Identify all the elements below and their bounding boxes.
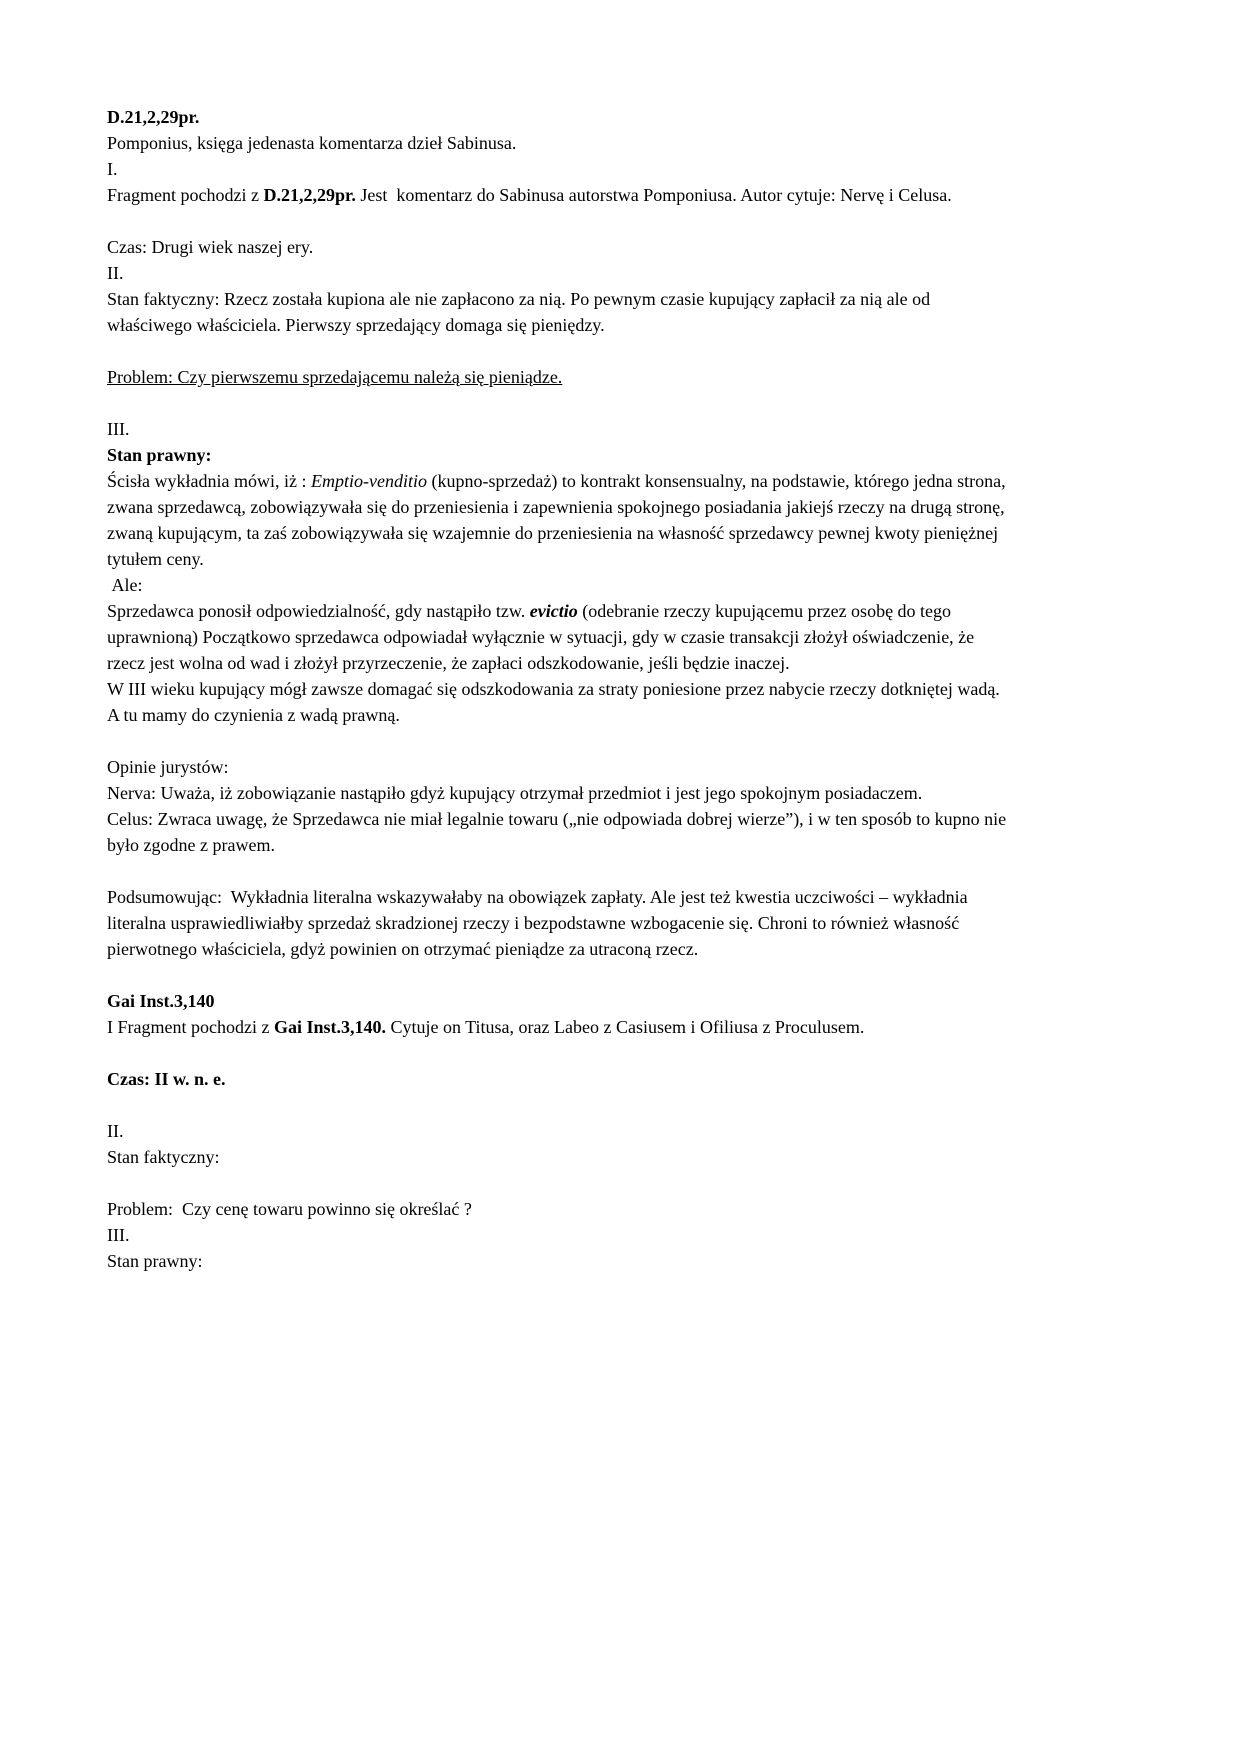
text-segment: evictio (529, 601, 578, 621)
text-segment: Jest komentarz do Sabinusa autorstwa Pomponiusa. Autor cytuje: Nervę i Celusa. (355, 185, 952, 205)
text-segment: Stan faktyczny: (107, 1147, 220, 1167)
document-content (107, 104, 1009, 1274)
paragraph (107, 182, 1009, 208)
text-segment: Cytuje on Titusa, oraz Labeo z Casiusem i Ofiliusa z Proculusem. (385, 1017, 865, 1037)
paragraph (107, 988, 1009, 1014)
text-segment: Problem: Czy pierwszemu sprzedającemu należą się pieniądze. (107, 367, 563, 387)
paragraph (107, 156, 1009, 182)
paragraph (107, 1196, 1009, 1222)
text-segment: W III wieku kupujący mógł zawsze domagać się odszkodowania za straty poniesione przez nabycie rzeczy dotkniętej wadą. (107, 679, 1000, 699)
text-segment: Gai Inst.3,140. (273, 1017, 386, 1037)
text-segment: Problem: Czy cenę towaru powinno się określać ? (107, 1199, 472, 1219)
text-segment: II. (107, 1121, 124, 1141)
text-segment: Pomponius, księga jedenasta komentarza dzieł Sabinusa. (107, 133, 517, 153)
text-segment: Nerva: Uważa, iż zobowiązanie nastąpiło gdyż kupujący otrzymał przedmiot i jest jego spokojnym posiadaczem. (107, 783, 923, 803)
paragraph (107, 806, 1009, 858)
text-segment: Fragment pochodzi z (107, 185, 264, 205)
text-segment: Podsumowując: Wykładnia literalna wskazywałaby na obowiązek zapłaty. Ale jest też kwestia uczciwości – wykładnia literalna usprawiedliwiałby sprzedaż skradzionej rzeczy i bezpodstawne wzbogacenie się. Chroni to również własność pierwotnego właściciela, gdyż powinien on otrzymać pieniądze za utraconą rzecz. (107, 887, 973, 959)
paragraph (107, 286, 1009, 338)
paragraph (107, 468, 1009, 572)
text-segment: Ścisła wykładnia mówi, iż : (107, 471, 311, 491)
text-segment: D.21,2,29pr. (107, 107, 200, 127)
text-segment: I. (107, 159, 118, 179)
text-segment: Emptio-venditio (310, 471, 427, 491)
paragraph (107, 442, 1009, 468)
text-segment: Opinie jurystów: (107, 757, 229, 777)
paragraph (107, 676, 1009, 702)
paragraph (107, 1248, 1009, 1274)
paragraph (107, 104, 1009, 130)
paragraph (107, 1144, 1009, 1170)
paragraph (107, 702, 1009, 728)
text-segment: Celus: Zwraca uwagę, że Sprzedawca nie miał legalnie towaru („nie odpowiada dobrej wierze”), i w ten sposób to kupno nie było zgodne z prawem. (107, 809, 1011, 855)
text-segment: A tu mamy do czynienia z wadą prawną. (107, 705, 400, 725)
text-segment: Czas: II w. n. e. (107, 1069, 226, 1089)
paragraph (107, 416, 1009, 442)
paragraph (107, 780, 1009, 806)
paragraph (107, 1014, 1009, 1040)
text-segment: Czas: Drugi wiek naszej ery. (107, 237, 314, 257)
paragraph (107, 130, 1009, 156)
paragraph (107, 1118, 1009, 1144)
paragraph (107, 572, 1009, 598)
text-segment: III. (107, 419, 130, 439)
text-segment: Gai Inst.3,140 (107, 991, 215, 1011)
paragraph (107, 260, 1009, 286)
paragraph (107, 598, 1009, 676)
paragraph (107, 754, 1009, 780)
text-segment: (odebranie rzeczy kupującemu przez osobę do tego uprawnioną) Początkowo sprzedawca odpowiadał wyłącznie w sytuacji, gdy w czasie transakcji złożył oświadczenie, że rzecz jest wolna od wad i złożył przyrzeczenie, że zapłaci odszkodowanie, jeśli będzie inaczej. (107, 601, 979, 673)
text-segment: (kupno-sprzedaż) to kontrakt konsensualny, na podstawie, którego jedna strona, zwana sprzedawcą, zobowiązywała się do przeniesienia i zapewnienia spokojnego posiadania jakiejś rzeczy na drugą stronę, zwaną kupującym, ta zaś zobowiązywała się wzajemnie do przeniesienia na własność sprzedawcy pewnej kwoty pieniężnej tytułem ceny. (107, 471, 1011, 569)
text-segment: Sprzedawca ponosił odpowiedzialność, gdy nastąpiło tzw. (107, 601, 530, 621)
paragraph (107, 1222, 1009, 1248)
text-segment: II. (107, 263, 124, 283)
text-segment: D.21,2,29pr. (263, 185, 356, 205)
text-segment: Stan faktyczny: Rzecz została kupiona ale nie zapłacono za nią. Po pewnym czasie kupujący zapłacił za nią ale od właściwego właściciela. Pierwszy sprzedający domaga się pieniędzy. (107, 289, 935, 335)
text-segment: Stan prawny: (107, 1251, 203, 1271)
paragraph (107, 884, 1009, 962)
text-segment: Ale: (107, 575, 143, 595)
paragraph (107, 234, 1009, 260)
paragraph (107, 1066, 1009, 1092)
paragraph (107, 364, 1009, 390)
text-segment: III. (107, 1225, 130, 1245)
text-segment: I Fragment pochodzi z (107, 1017, 274, 1037)
text-segment: Stan prawny: (107, 445, 212, 465)
